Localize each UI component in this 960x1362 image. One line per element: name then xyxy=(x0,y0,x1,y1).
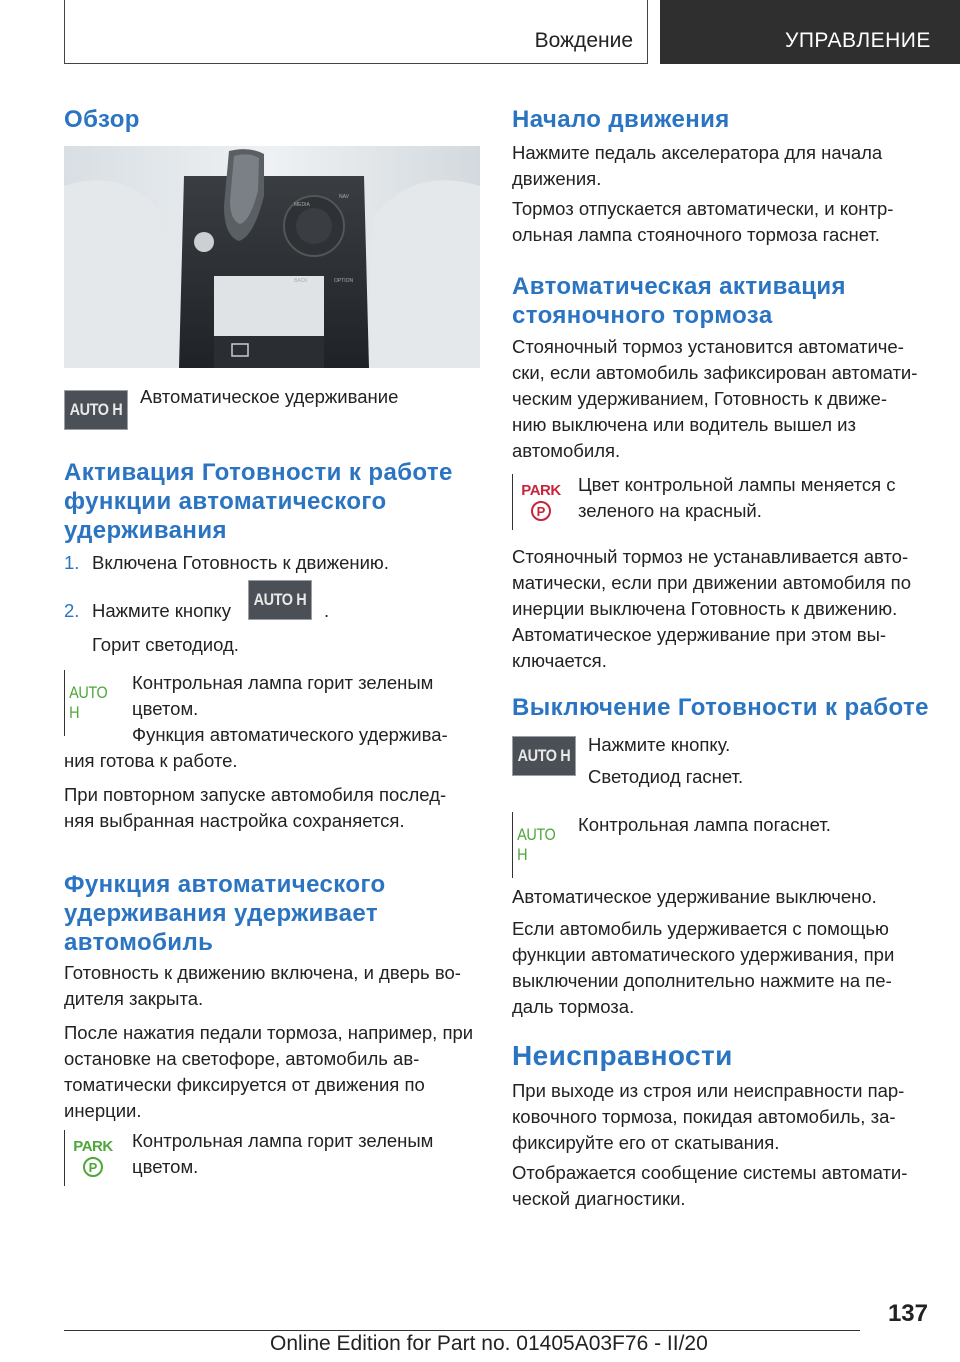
header-section-box xyxy=(64,0,648,64)
lamp-green-text-2: Контрольная лампа горит зеленым цветом. xyxy=(132,1130,434,1177)
lamp-green-text: Контрольная лампа горит зеленым цветом. xyxy=(132,672,434,719)
header-chapter: УПРАВЛЕНИЕ xyxy=(785,29,931,52)
svg-text:BACK: BACK xyxy=(294,278,308,284)
lamp-off-text: Контрольная лампа погаснет. xyxy=(578,814,831,835)
auto-h-inline-icon: AUTO H xyxy=(248,580,312,620)
start-title: Начало движения xyxy=(512,106,730,133)
park-green-lamp-icon: PARK P xyxy=(64,1130,121,1186)
header-section: Вождение xyxy=(534,29,633,52)
auto-h-button-icon: AUTO H xyxy=(64,390,128,430)
led-off-text: Светодиод гаснет. xyxy=(588,766,744,787)
header-chapter-box xyxy=(660,0,960,64)
restart-text: При повторном запуске автомобиля послед- няя выбранная настройка сохраняется. xyxy=(64,784,447,831)
color-change-text: Цвет контрольной лампы меняется с зеленого на красный. xyxy=(578,474,896,521)
svg-text:NAV: NAV xyxy=(339,194,349,200)
gear-console-image xyxy=(64,146,480,368)
park-red-lamp-icon: PARK P xyxy=(512,474,569,530)
step-1: 1. Включена Готовность к движению. xyxy=(64,552,389,573)
ready-text-line1: Функция автоматического удержива- xyxy=(132,724,448,745)
step-2: 2. Нажмите кнопку xyxy=(64,600,231,621)
auto-park-paragraph-1: Стояночный тормоз установится автоматиче- ски, если автомобиль зафиксирован автомати- ческим удерживанием, Готовность к движе- нию выключена или водитель вышел из автомобиля. xyxy=(512,336,918,461)
activation-title: Активация Готовности к работе функции автоматического удерживания xyxy=(64,459,453,544)
off-title: Выключение Готовности к работе xyxy=(512,694,929,721)
fault-paragraph-2: Отображается сообщение системы автомати- ческой диагностики. xyxy=(512,1162,908,1209)
auto-h-button-icon-2: AUTO H xyxy=(512,736,576,776)
overview-title: Обзор xyxy=(64,106,140,133)
auto-h-green-lamp-icon: AUTO H xyxy=(64,670,120,736)
start-paragraph-2: Тормоз отпускается автоматически, и контр- ольная лампа стояночного тормоза гаснет. xyxy=(512,198,894,245)
hold-paragraph-1: Готовность к движению включена, и дверь во- дителя закрыта. xyxy=(64,962,461,1009)
fault-title: Неисправности xyxy=(512,1040,733,1071)
ready-text-line2: ния готова к работе. xyxy=(64,750,238,771)
footer-rule xyxy=(64,1330,860,1331)
page-number: 137 xyxy=(887,1300,928,1327)
step-2-suffix: . xyxy=(324,600,330,621)
svg-text:MEDIA: MEDIA xyxy=(294,202,310,208)
hold-off-text: Автоматическое удерживание выключено. xyxy=(512,886,877,907)
auto-h-caption: Автоматическое удерживание xyxy=(140,386,399,407)
footer-edition: Online Edition for Part no. 01405A03F76 - II/20 xyxy=(270,1332,708,1355)
hold-title: Функция автоматического удерживания удерживает автомобиль xyxy=(64,871,386,956)
auto-park-paragraph-2: Стояночный тормоз не устанавливается авто- матически, если при движении автомобиля по инерции выключена Готовность к движению. Автоматическое удерживание при этом вы- ключается. xyxy=(512,546,911,671)
off-paragraph-2: Если автомобиль удерживается с помощью функции автоматического удерживания, при выключении дополнительно нажмите на пе- даль тормоза. xyxy=(512,918,895,1017)
hold-paragraph-2: После нажатия педали тормоза, например, при остановке на светофоре, автомобиль ав- томатически фиксируется от движения по инерции. xyxy=(64,1022,474,1121)
fault-paragraph-1: При выходе из строя или неисправности пар- ковочного тормоза, покидая автомобиль, за- фиксируйте его от скатывания. xyxy=(512,1080,905,1153)
press-button-text: Нажмите кнопку. xyxy=(588,734,731,755)
auto-h-lamp-icon-2: AUTO H xyxy=(512,812,568,878)
led-on-text: Горит светодиод. xyxy=(92,634,239,655)
auto-park-title: Автоматическая активация стояночного тормоза xyxy=(512,273,846,329)
start-paragraph-1: Нажмите педаль акселератора для начала движения. xyxy=(512,142,883,189)
svg-text:OPTION: OPTION xyxy=(334,278,354,284)
